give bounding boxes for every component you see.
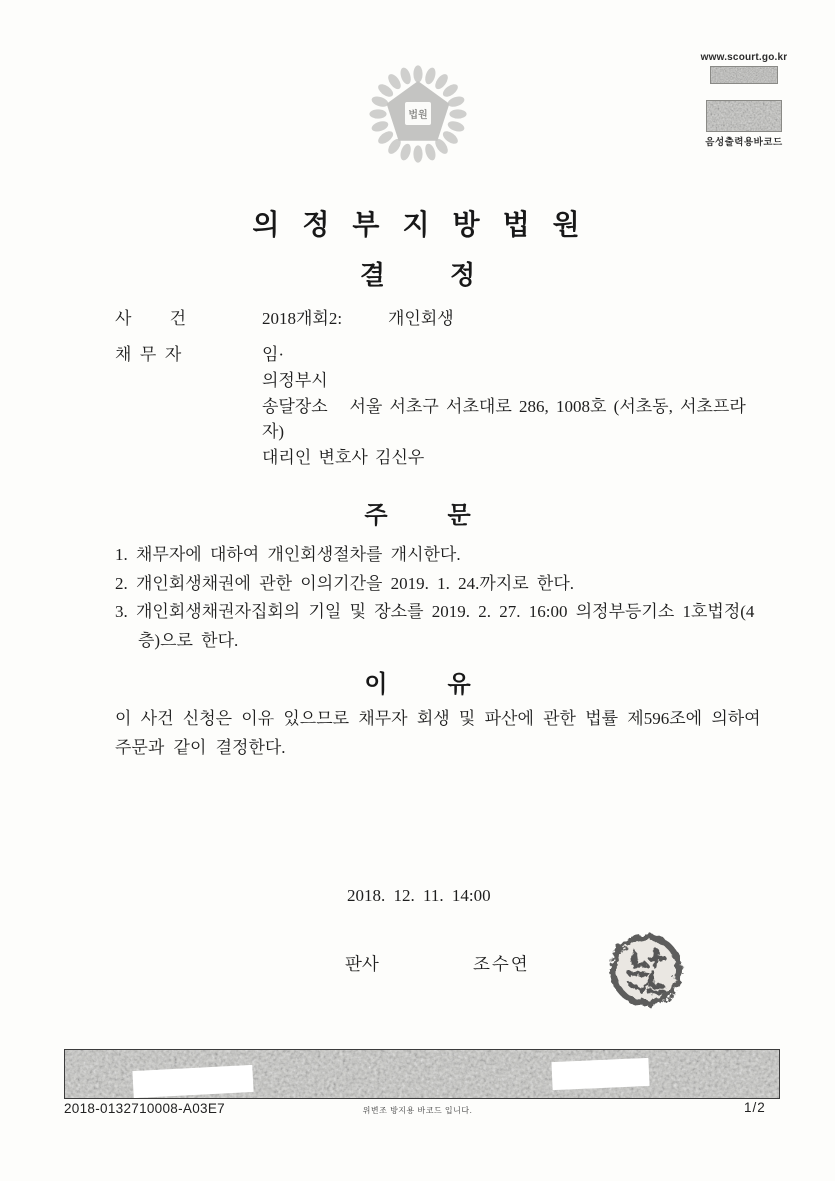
court-emblem-icon <box>360 60 476 168</box>
order-items-list <box>115 541 783 655</box>
debtor-address-block <box>262 368 787 470</box>
header-barcode-block <box>696 52 792 148</box>
voice-barcode-label: 음성출력용바코드 <box>705 137 783 148</box>
redaction-box-right <box>551 1058 649 1090</box>
decision-datetime: 2018. 12. 11. 14:00 <box>347 886 491 905</box>
debtor-name: 임· <box>262 345 285 364</box>
page-indicator: 1/2 <box>744 1100 766 1115</box>
document-type-title: 결 정 <box>359 261 476 290</box>
case-label: 사 건 <box>115 309 187 328</box>
reason-section-heading: 이 유 <box>364 672 471 698</box>
anti-forgery-barcode-strip <box>64 1049 780 1099</box>
service-address-line2: 자) <box>262 422 285 441</box>
document-id: 2018-0132710008-A03E7 <box>64 1101 225 1116</box>
barcode-note: 위변조 방지용 바코드 입니다. <box>362 1106 473 1115</box>
judge-name: 조수연 <box>473 954 530 974</box>
court-website-url: www.scourt.go.kr <box>700 52 788 63</box>
voice-output-barcode-icon <box>706 100 782 132</box>
debtor-row <box>115 340 785 365</box>
debtor-label: 채 무 자 <box>115 345 182 364</box>
document-barcode-icon <box>710 66 778 84</box>
order-item-1: 1. 채무자에 대하여 개인회생절차를 개시한다. <box>115 545 461 564</box>
judge-seal-stamp-icon <box>604 928 688 1012</box>
service-address-line1: 송달장소 서울 서초구 서초대로 286, 1008호 (서초동, 서초프라 <box>262 396 746 416</box>
case-number-row <box>115 304 785 329</box>
court-name-title: 의 정 부 지 방 법 원 <box>252 210 583 241</box>
order-item-2: 2. 개인회생채권에 관한 이의기간을 2019. 1. 24.까지로 한다. <box>115 573 575 593</box>
representative-line: 대리인 변호사 김신우 <box>262 447 425 467</box>
case-number: 2018개회2: <box>262 309 343 328</box>
order-section-heading: 주 문 <box>364 503 471 529</box>
emblem-text: 법원 <box>408 110 428 121</box>
order-item-3: 3. 개인회생채권자집회의 기일 및 장소를 2019. 2. 27. 16:00 의정부등기소 1호법정(4 층)으로 한다. <box>115 602 755 650</box>
judge-title-label: 판사 <box>345 954 379 974</box>
case-type: 개인회생 <box>388 309 454 328</box>
debtor-city: 의정부시 <box>262 371 328 390</box>
reason-body: 이 사건 신청은 이유 있으므로 채무자 회생 및 파산에 관한 법률 제596조에 의하여 주문과 같이 결정한다. <box>115 709 761 757</box>
